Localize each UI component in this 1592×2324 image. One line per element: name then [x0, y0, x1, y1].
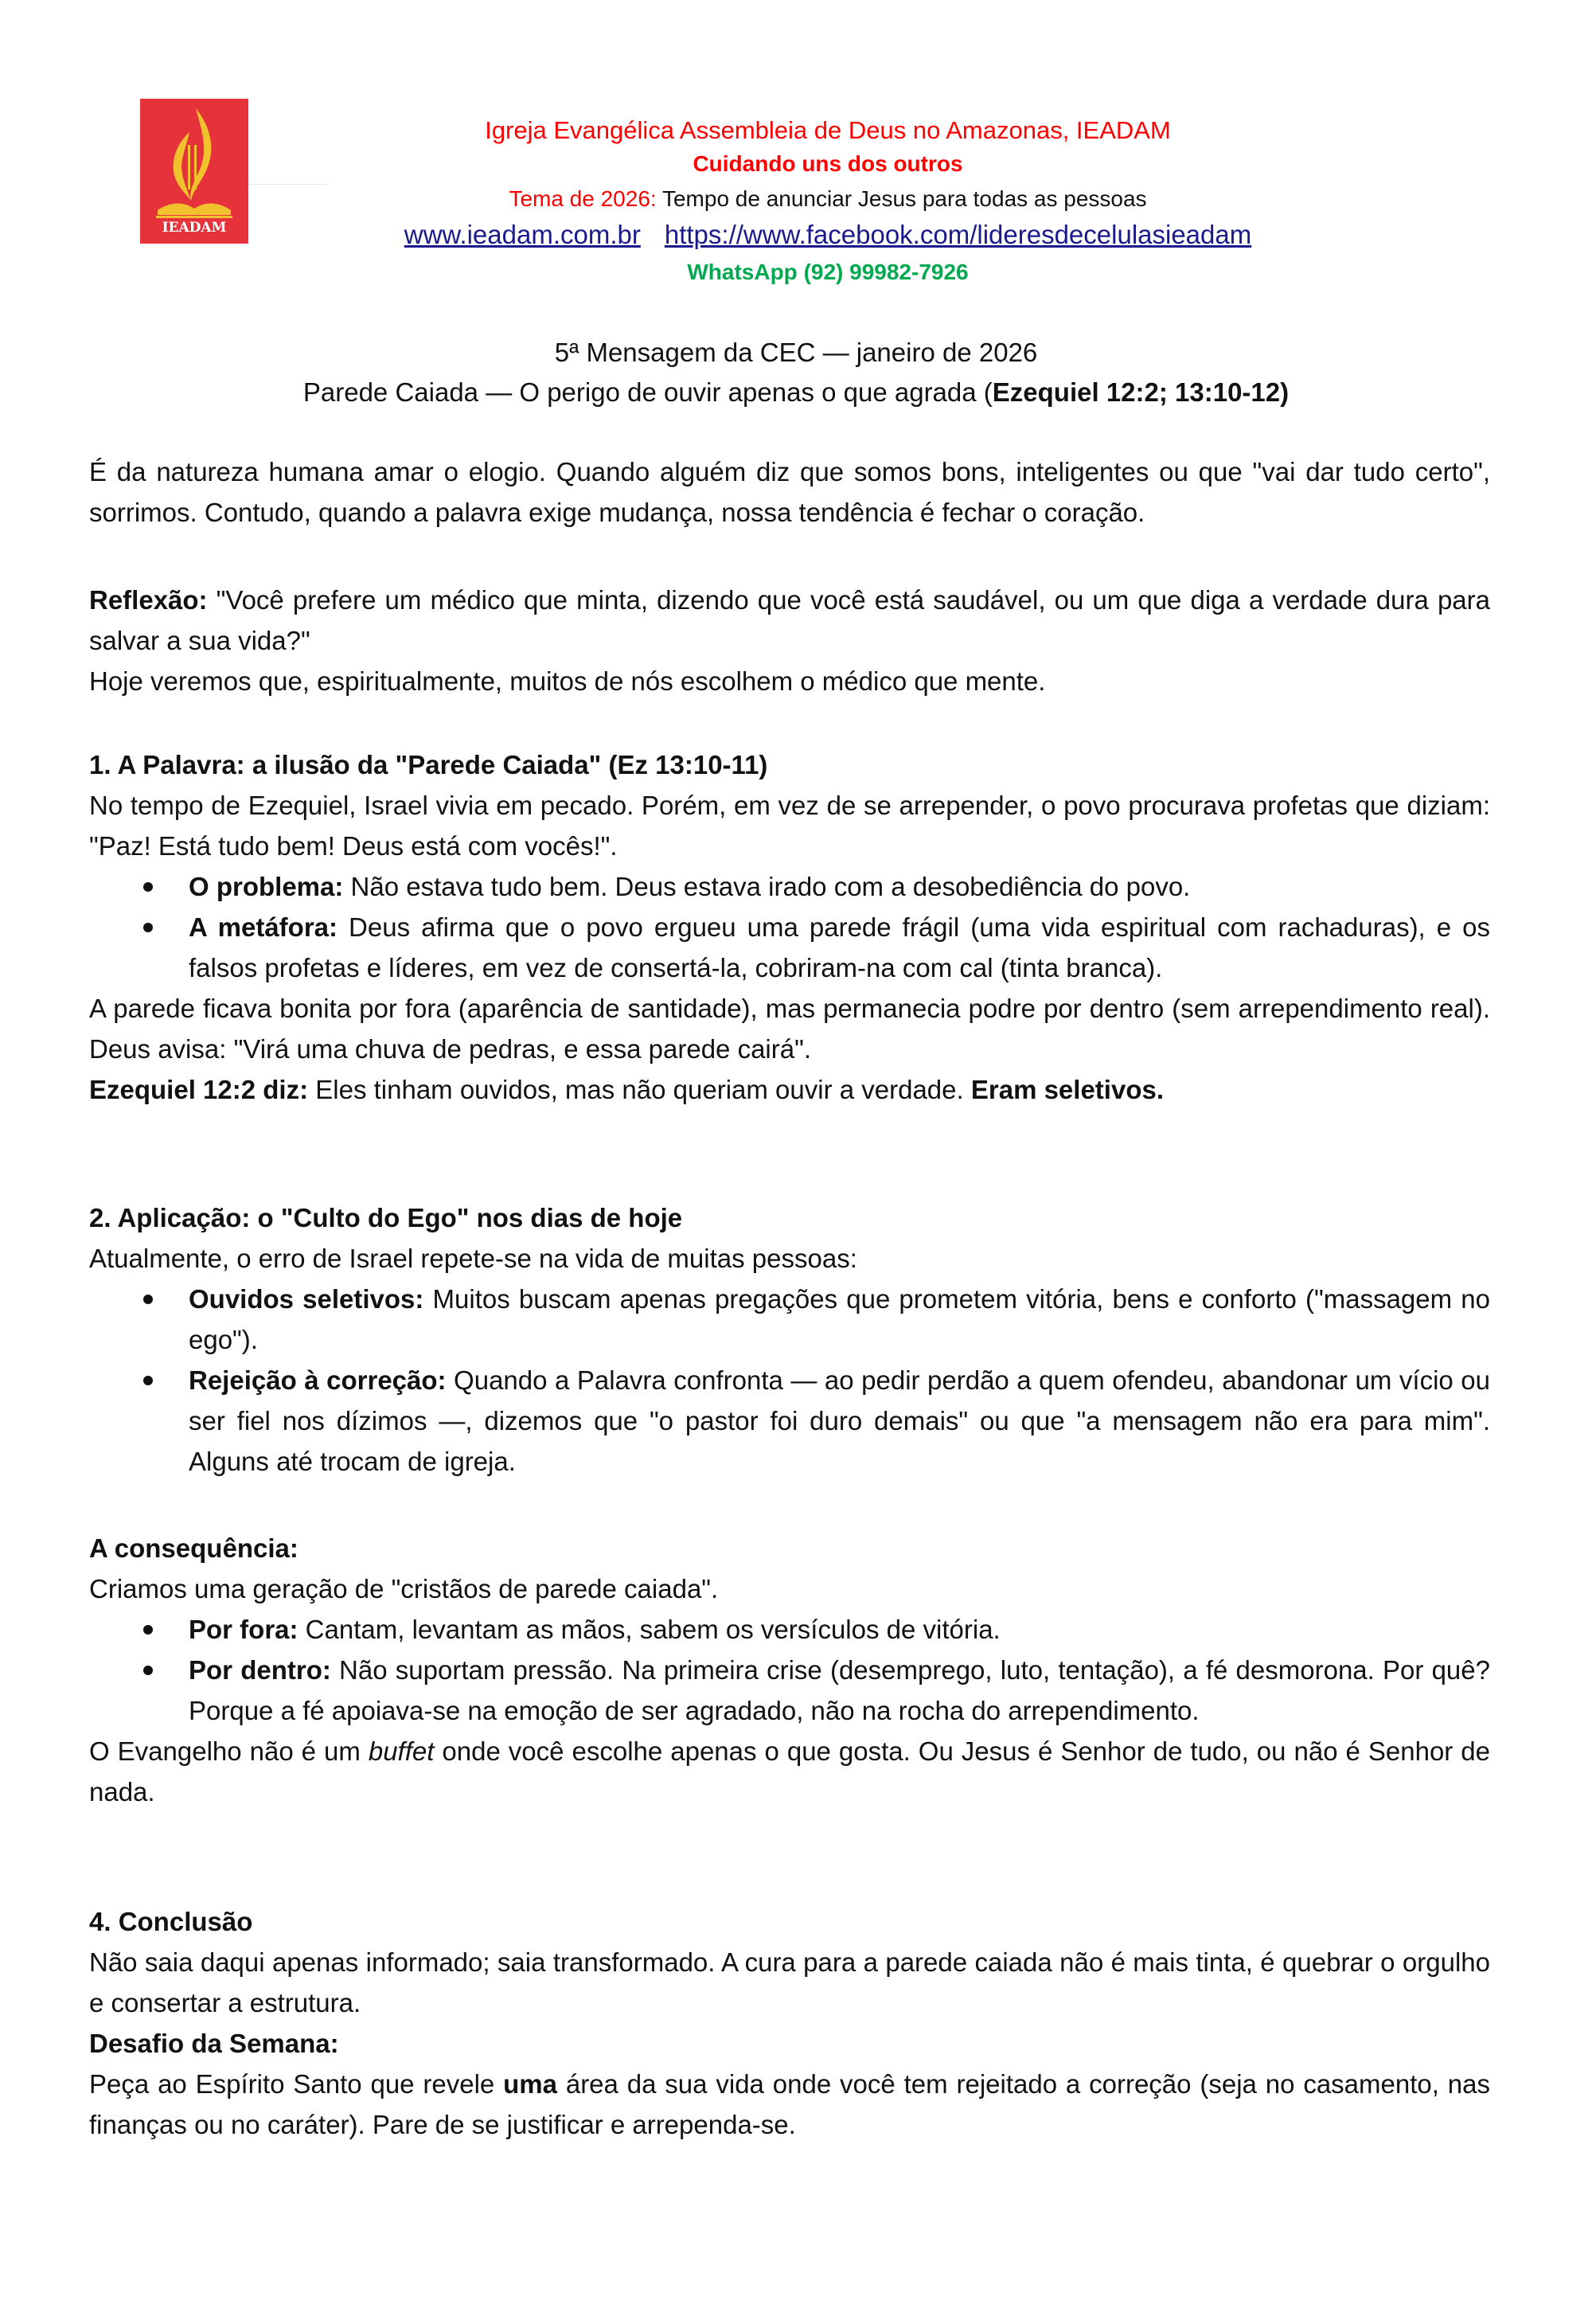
section-4-paragraph: Não saia daqui apenas informado; saia transformado. A cura para a parede caiada não é mais tinta, é quebrar o orgulho e consertar a estrutura. [89, 1947, 1490, 2017]
closing-prefix: O Evangelho não é um [89, 1736, 369, 1766]
challenge-paragraph [89, 2064, 1490, 2145]
header-divider [248, 184, 328, 185]
list-item [89, 866, 1490, 907]
church-motto: Cuidando uns dos outros [693, 151, 963, 176]
list-item [89, 1360, 1490, 1482]
intro-paragraph: É da natureza humana amar o elogio. Quando alguém diz que somos bons, inteligentes ou que "vai dar tudo certo", sorrimos. Contudo, quando a palavra exige mudança, nossa tendência é fechar o coração. [89, 457, 1490, 527]
bullet-text: Muitos buscam apenas pregações que prometem vitória, bens e conforto ("massagem no ego"). [189, 1284, 1490, 1354]
section-1-after: A parede ficava bonita por fora (aparência de santidade), mas permanecia podre por dentro (sem arrependimento real). Deus avisa: "Virá uma chuva de pedras, e essa parede cairá". [89, 994, 1490, 1064]
bullet-text: Não suportam pressão. Na primeira crise (desemprego, luto, tentação), a fé desmorona. Por quê? Porque a fé apoiava-se na emoção de ser agradado, não na rocha do arrependimento. [189, 1655, 1490, 1725]
section-4-heading: 4. Conclusão [89, 1907, 253, 1936]
bullet-icon [143, 1625, 153, 1635]
bullet-icon [143, 923, 153, 932]
list-item [89, 1279, 1490, 1360]
subtitle-text: Parede Caiada — O perigo de ouvir apenas o que agrada ( [302, 377, 993, 407]
intro-section [89, 451, 1490, 533]
consequence-section [89, 1528, 1490, 1812]
section-1-heading: 1. A Palavra: a ilusão da "Parede Caiada" (Ez 13:10-11) [89, 750, 768, 779]
reflection-text: "Você prefere um médico que minta, dizendo que você está saudável, ou um que diga a verdade dura para salvar a sua vida?" [89, 585, 1490, 655]
closing-suffix: onde você escolhe apenas o que gosta. Ou Jesus é Senhor de tudo, ou não é Senhor de nada. [89, 1736, 1490, 1806]
verse-text: Eles tinham ouvidos, mas não queriam ouvir a verdade. [308, 1075, 971, 1104]
year-theme [0, 186, 1592, 212]
list-item [89, 1650, 1490, 1731]
bullet-text: Deus afirma que o povo ergueu uma parede frágil (uma vida espiritual com rachaduras), e os falsos profetas e líderes, em vez de consertá-la, cobriram-na com cal (tinta branca). [189, 912, 1490, 982]
message-title: 5ª Mensagem da CEC — janeiro de 2026 [554, 338, 1038, 367]
reflection-follow: Hoje veremos que, espiritualmente, muitos de nós escolhem o médico que mente. [89, 666, 1046, 696]
closing-italic: buffet [368, 1736, 435, 1766]
reflection-paragraph [89, 580, 1490, 661]
verse-paragraph [89, 1069, 1490, 1110]
section-1-paragraph: No tempo de Ezequiel, Israel vivia em pecado. Porém, em vez de se arrepender, o povo procurava profetas que diziam: "Paz! Está tudo bem! Deus está com vocês!". [89, 791, 1490, 861]
bullet-text: Não estava tudo bem. Deus estava irado com a desobediência do povo. [343, 872, 1191, 901]
section-2 [89, 1197, 1490, 1482]
consequence-closing [89, 1731, 1490, 1812]
logo-text: IEADAM [162, 220, 227, 236]
bullet-label: Ouvidos seletivos: [189, 1284, 424, 1314]
consequence-bullets [89, 1609, 1490, 1731]
challenge-bold: uma [503, 2069, 557, 2099]
theme-text: Tempo de anunciar Jesus para todas as pessoas [661, 186, 1147, 211]
verse-emphasis: Eram seletivos. [970, 1075, 1164, 1104]
bullet-icon [143, 1376, 153, 1385]
consequence-heading: A consequência: [89, 1533, 298, 1563]
bullet-label: O problema: [189, 872, 344, 901]
challenge-prefix: Peça ao Espírito Santo que revele [89, 2069, 504, 2099]
section-2-heading: 2. Aplicação: o "Culto do Ego" nos dias de hoje [89, 1203, 683, 1232]
theme-label: Tema de 2026: [509, 186, 657, 211]
section-4 [89, 1901, 1490, 2145]
section-1-bullets [89, 866, 1490, 988]
bullet-label: A metáfora: [189, 912, 338, 942]
header-links [0, 220, 1592, 250]
section-2-bullets [89, 1279, 1490, 1482]
facebook-link[interactable]: https://www.facebook.com/lideresdecelulasieadam [664, 220, 1252, 249]
bullet-icon [143, 1666, 153, 1675]
section-1 [89, 744, 1490, 1110]
consequence-paragraph: Criamos uma geração de "cristãos de parede caiada". [89, 1574, 719, 1603]
list-item [89, 1609, 1490, 1650]
bullet-icon [143, 882, 153, 892]
message-subtitle [0, 377, 1592, 408]
reflection-section [89, 580, 1490, 701]
challenge-heading: Desafio da Semana: [89, 2029, 339, 2058]
bullet-label: Por dentro: [189, 1655, 331, 1685]
list-item [89, 907, 1490, 988]
bullet-text: Cantam, levantam as mãos, sabem os versículos de vitória. [298, 1615, 1001, 1644]
section-2-paragraph: Atualmente, o erro de Israel repete-se na vida de muitas pessoas: [89, 1244, 857, 1273]
bullet-icon [143, 1295, 153, 1304]
bullet-label: Por fora: [189, 1615, 298, 1644]
whatsapp-contact: WhatsApp (92) 99982-7926 [687, 260, 969, 284]
challenge-suffix: área da sua vida onde você tem rejeitado a correção (seja no casamento, nas finanças ou no caráter). Pare de se justificar e arrependa-se. [89, 2069, 1490, 2139]
bullet-text: Quando a Palavra confronta — ao pedir perdão a quem ofendeu, abandonar um vício ou ser fiel nos dízimos —, dizemos que "o pastor foi duro demais" ou que "a mensagem não era para mim". Alguns até trocam de igreja. [189, 1365, 1490, 1476]
reflection-label: Reflexão: [89, 585, 208, 615]
website-link[interactable]: www.ieadam.com.br [404, 220, 641, 249]
bullet-label: Rejeição à correção: [189, 1365, 447, 1395]
church-name: Igreja Evangélica Assembleia de Deus no Amazonas, IEADAM [485, 116, 1171, 144]
verse-label: Ezequiel 12:2 diz: [89, 1075, 309, 1104]
scripture-reference: Ezequiel 12:2; 13:10-12) [992, 377, 1290, 407]
